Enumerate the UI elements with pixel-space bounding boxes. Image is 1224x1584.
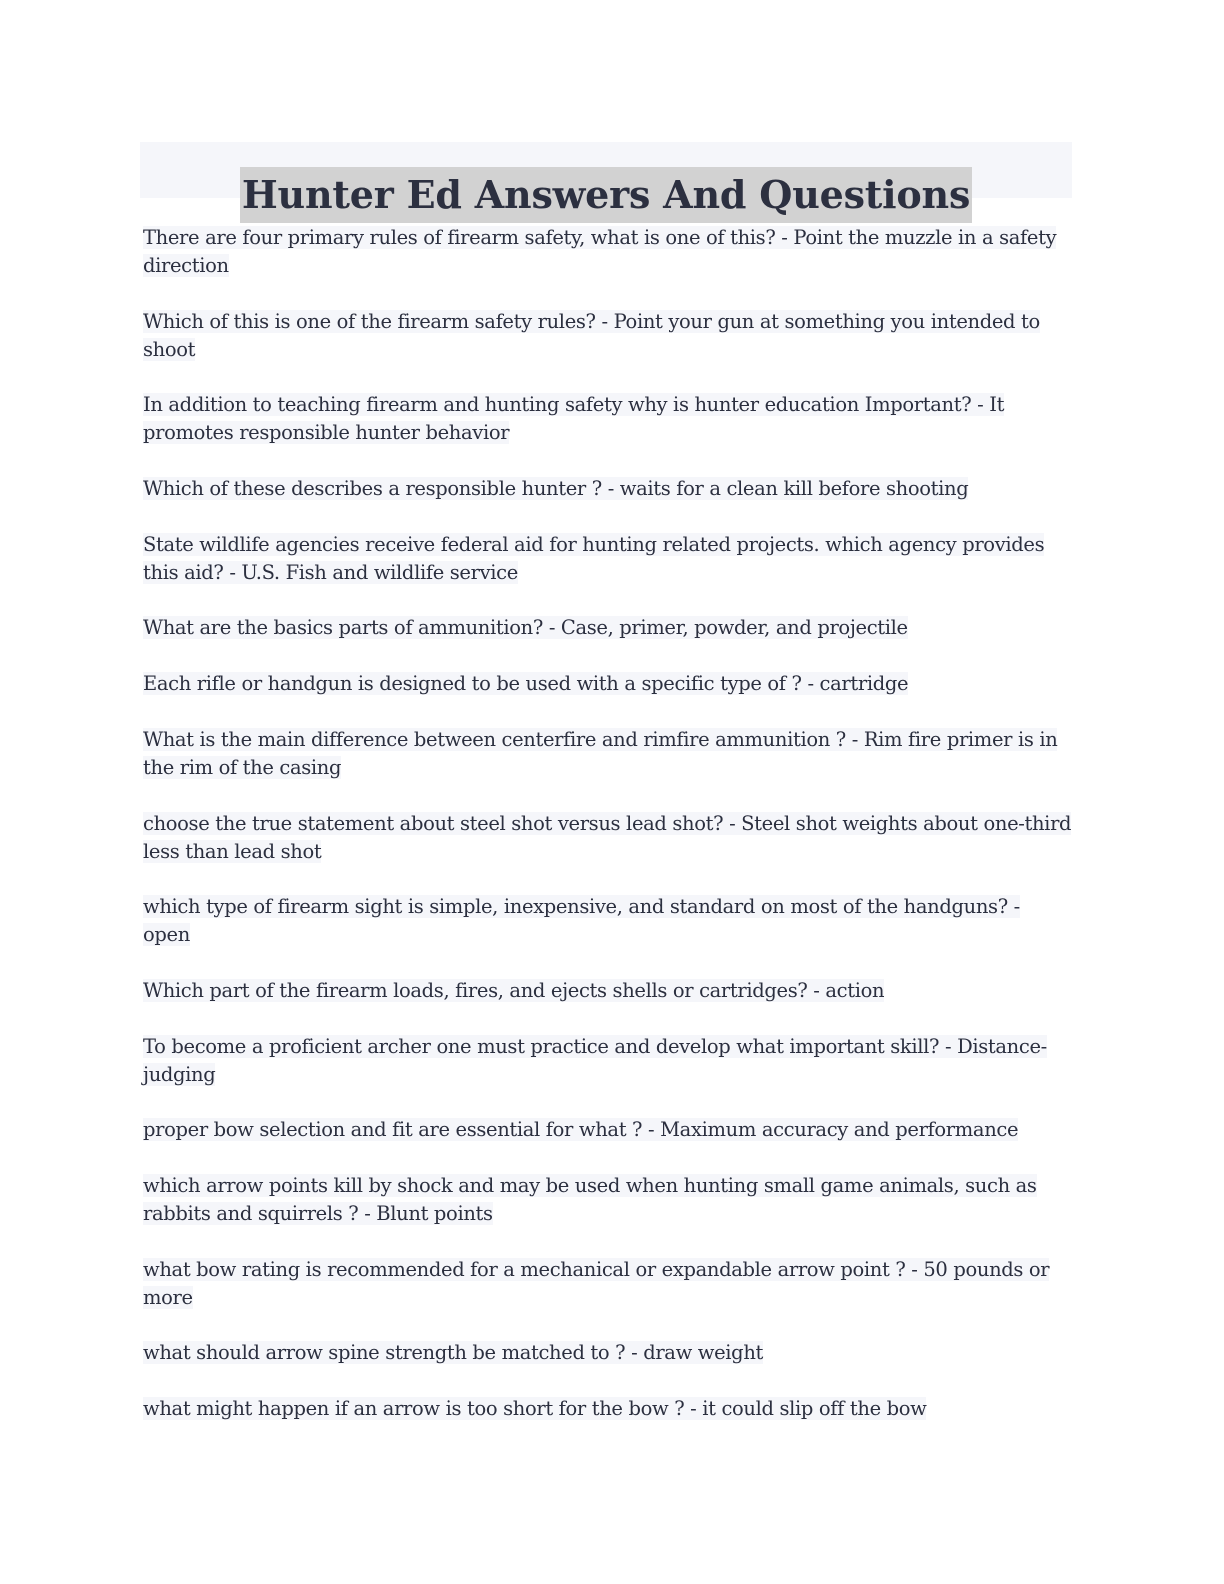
- qa-item: Which of this is one of the firearm safety rules? - Point your gun at something you intended to shoot: [143, 309, 1040, 361]
- qa-item: what bow rating is recommended for a mechanical or expandable arrow point ? - 50 pounds or more: [143, 1257, 1050, 1309]
- qa-list: [140, 224, 1072, 1423]
- qa-item: State wildlife agencies receive federal aid for hunting related projects. which agency provides this aid? - U.S. Fish and wildlife service: [143, 532, 1045, 584]
- document-title: Hunter Ed Answers And Questions: [240, 167, 972, 223]
- qa-item: choose the true statement about steel shot versus lead shot? - Steel shot weights about one-third less than lead shot: [143, 811, 1072, 863]
- title-band: [140, 142, 1072, 218]
- qa-item: which type of firearm sight is simple, inexpensive, and standard on most of the handguns? - open: [143, 895, 1020, 947]
- qa-item: Each rifle or handgun is designed to be used with a specific type of ? - cartridge: [143, 672, 909, 696]
- qa-item: What are the basics parts of ammunition? - Case, primer, powder, and projectile: [143, 616, 908, 640]
- qa-item: Which of these describes a responsible hunter ? - waits for a clean kill before shooting: [143, 477, 969, 501]
- qa-item: There are four primary rules of firearm safety, what is one of this? - Point the muzzle in a safety direction: [143, 226, 1057, 277]
- qa-item: What is the main difference between centerfire and rimfire ammunition ? - Rim fire primer is in the rim of the casing: [143, 727, 1058, 779]
- qa-item: proper bow selection and fit are essential for what ? - Maximum accuracy and performance: [143, 1118, 1019, 1142]
- qa-item: In addition to teaching firearm and hunting safety why is hunter education Important? - It promotes responsible hunter behavior: [143, 393, 1005, 445]
- qa-item: To become a proficient archer one must practice and develop what important skill? - Distance- judging: [143, 1034, 1047, 1086]
- qa-item: what should arrow spine strength be matched to ? - draw weight: [143, 1341, 764, 1365]
- qa-item: Which part of the firearm loads, fires, and ejects shells or cartridges? - action: [143, 978, 885, 1002]
- qa-item: what might happen if an arrow is too short for the bow ? - it could slip off the bow: [143, 1397, 927, 1420]
- qa-item: which arrow points kill by shock and may be used when hunting small game animals, such as rabbits and squirrels ? - Blunt points: [143, 1173, 1037, 1225]
- document-page: [140, 142, 1072, 1451]
